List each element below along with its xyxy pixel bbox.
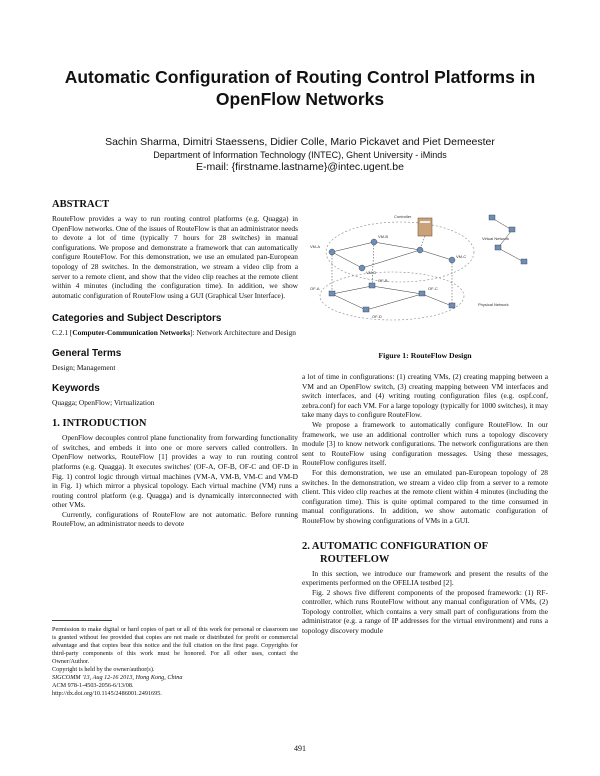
categories-heading: Categories and Subject Descriptors: [52, 313, 222, 325]
section2-paragraph-2: Fig. 2 shows five different components of the proposed framework: (1) RF-controller, which runs RouteFlow without any manual configuration of VMs, (2) Topology controller, which contains a very small part of configurations from the administrator (e.g. a range of IP addresses for the virtual environment) and runs a topology discovery module: [302, 587, 548, 636]
switch-node-icon: [449, 303, 455, 308]
intro-paragraph-1: OpenFlow decouples control plane functionality from forwarding functionality of switches, and embeds it into one or more servers called controllers. In OpenFlow networks, RouteFlow [1] provides a way to run routing control platforms (e.g. Quagga). It executes switches' (OF-A, OF-B, OF-C and OF-D in Fig. 1) control logic through virtual machines (VM-A, VM-B, VM-C and VM-D in Fig. 1) which mirror a physical topology. Each virtual machine (VM) runs a routing control platform (e.g. Quagga) and is dynamically interconnected with other VMs.: [52, 433, 298, 510]
paper-title: [0, 66, 600, 110]
terms-text: Design; Management: [52, 362, 116, 372]
vm-node-icon: [449, 257, 455, 263]
switch-node-icon: [495, 245, 501, 250]
label-of-d: OF-D: [372, 314, 382, 319]
label-virtual-network: Virtual Network: [482, 236, 510, 241]
label-of-c: OF-C: [428, 286, 438, 291]
affiliation: Department of Information Technology (INTEC), Ghent University - iMinds: [153, 150, 447, 160]
title-line-1: Automatic Configuration of Routing Control Platforms in: [64, 67, 536, 87]
footnote-rule: [52, 620, 112, 621]
switch-node-icon: [329, 291, 335, 296]
switch-node-icon: [419, 291, 425, 296]
label-vm-a: VM-A: [310, 244, 320, 249]
controller-server-icon: [418, 218, 432, 236]
left-column: [52, 198, 298, 529]
vm-node-icon: [329, 249, 335, 255]
vm-node-icon: [371, 239, 377, 245]
switch-node-icon: [521, 259, 527, 264]
permission-text: Permission to make digital or hard copies of part or all of this work for personal or classroom use is granted without fee provided that copies are not made or distributed for profit or commercial advantage and that copies bear this notice and the full citation on the first page. Copyrights for third-party components of this work must be honored. For all other uses, contact the Owner/Author.: [52, 626, 298, 665]
intro-heading: 1. INTRODUCTION: [52, 418, 147, 430]
categories-prefix: C.2.1 [: [52, 328, 73, 338]
physical-plane: [320, 272, 464, 320]
routeflow-figure: [302, 190, 548, 330]
label-of-a: OF-A: [310, 286, 320, 291]
switch-node-icon: [363, 307, 369, 312]
doi-text: http://dx.doi.org/10.1145/2486001.2491695.: [52, 690, 162, 697]
abstract-text: RouteFlow provides a way to run routing control platforms (e.g. Quagga) in OpenFlow networks. One of the issues of RouteFlow is that an administrator needs to devote a lot of time (typically 7 hours for 28 switches) in manual configurations. We propose and demonstrate a framework that can automatically configure RouteFlow. For this demonstration, we use an emulated pan-European topology of 28 switches. In the demonstration, we stream a video clip from a server to a remote client, and show that the video clip reaches at the remote client within 4 minutes (including the configuration time). In addition, we show automatic configuration of RouteFlow using a GUI (Graphical User Interface).: [52, 214, 298, 300]
right-paragraph-3: For this demonstration, we use an emulated pan-European topology of 28 switches. In the demonstration, we stream a video clip from a server to a remote client. This video clip reaches at the remote client within 4 minutes (including the configuration time). This is quite optimal compared to the time consumed in manual configurations. In addition, we show automatic configuration of RouteFlow by showing configurations of VMs in a GUI.: [302, 467, 548, 525]
acm-text: ACM 978-1-4503-2056-6/13/08.: [52, 682, 134, 689]
switch-node-icon: [509, 227, 515, 232]
vm-node-icon: [359, 265, 365, 271]
switch-node-icon: [489, 215, 495, 220]
label-vm-d: VM-D: [366, 270, 377, 275]
figure-caption: Figure 1: RouteFlow Design: [378, 351, 472, 360]
label-controller: Controller: [394, 214, 412, 219]
section2-heading-line-2: ROUTEFLOW: [320, 553, 390, 565]
copyright-text: Copyright is held by the owner/author(s).: [52, 666, 155, 673]
vm-node-icon: [417, 247, 423, 253]
email: E-mail: {firstname.lastname}@intec.ugent.be: [196, 161, 404, 173]
controller-slot-icon: [420, 221, 430, 223]
keywords-heading: Keywords: [52, 382, 100, 394]
terms-heading: General Terms: [52, 347, 122, 359]
right-paragraph-1: a lot of time in configurations: (1) creating VMs, (2) creating mapping between a VM and an OpenFlow switch, (3) creating mapping between VM interfaces and switch interfaces, and (4) writing routing configuration files (e.g. ospf.conf, zebra.conf) for each VM. For a large topology (typically for 1000 switches), it may take many days to configure RouteFlow.: [302, 372, 549, 420]
label-of-b: OF-B: [378, 278, 388, 283]
abstract-heading: ABSTRACT: [52, 199, 110, 210]
intro-paragraph-2: Currently, configurations of RouteFlow are not automatic. Before running RouteFlow, an administrator needs to devote: [52, 509, 298, 529]
categories-suffix: ]: Network Architecture and Design: [190, 328, 296, 338]
keywords-text: Quagga; OpenFlow; Virtualization: [52, 397, 155, 407]
venue-text: SIGCOMM '13, Aug 12-16 2013, Hong Kong, China: [52, 674, 183, 681]
footnote-block: [52, 626, 298, 698]
section2-paragraph-1: In this section, we introduce our framework and present the results of the experiments performed on the OFELIA testbed [2].: [302, 568, 548, 588]
section2-heading-line-1: 2. AUTOMATIC CONFIGURATION OF: [302, 540, 489, 552]
switch-node-icon: [369, 283, 375, 288]
page-number: 491: [294, 744, 306, 753]
label-physical-network: Physical Network: [478, 302, 509, 307]
categories-bold: Computer-Communication Networks: [72, 328, 191, 338]
label-vm-b: VM-B: [378, 234, 388, 239]
categories-text: [52, 328, 298, 338]
routeflow-diagram: [302, 190, 548, 330]
right-column: [302, 372, 548, 636]
label-vm-c: VM-C: [456, 254, 467, 259]
title-line-2: OpenFlow Networks: [215, 89, 385, 109]
right-paragraph-2: We propose a framework to automatically configure RouteFlow. In our framework, we use an additional controller which runs a topology discovery module [3] to know network configurations. The network configurations are then sent to RouteFlow using configuration messages. Using these messages, RouteFlow configures itself.: [302, 419, 548, 468]
authors: Sachin Sharma, Dimitri Staessens, Didier Colle, Mario Pickavet and Piet Demeester: [105, 136, 495, 148]
